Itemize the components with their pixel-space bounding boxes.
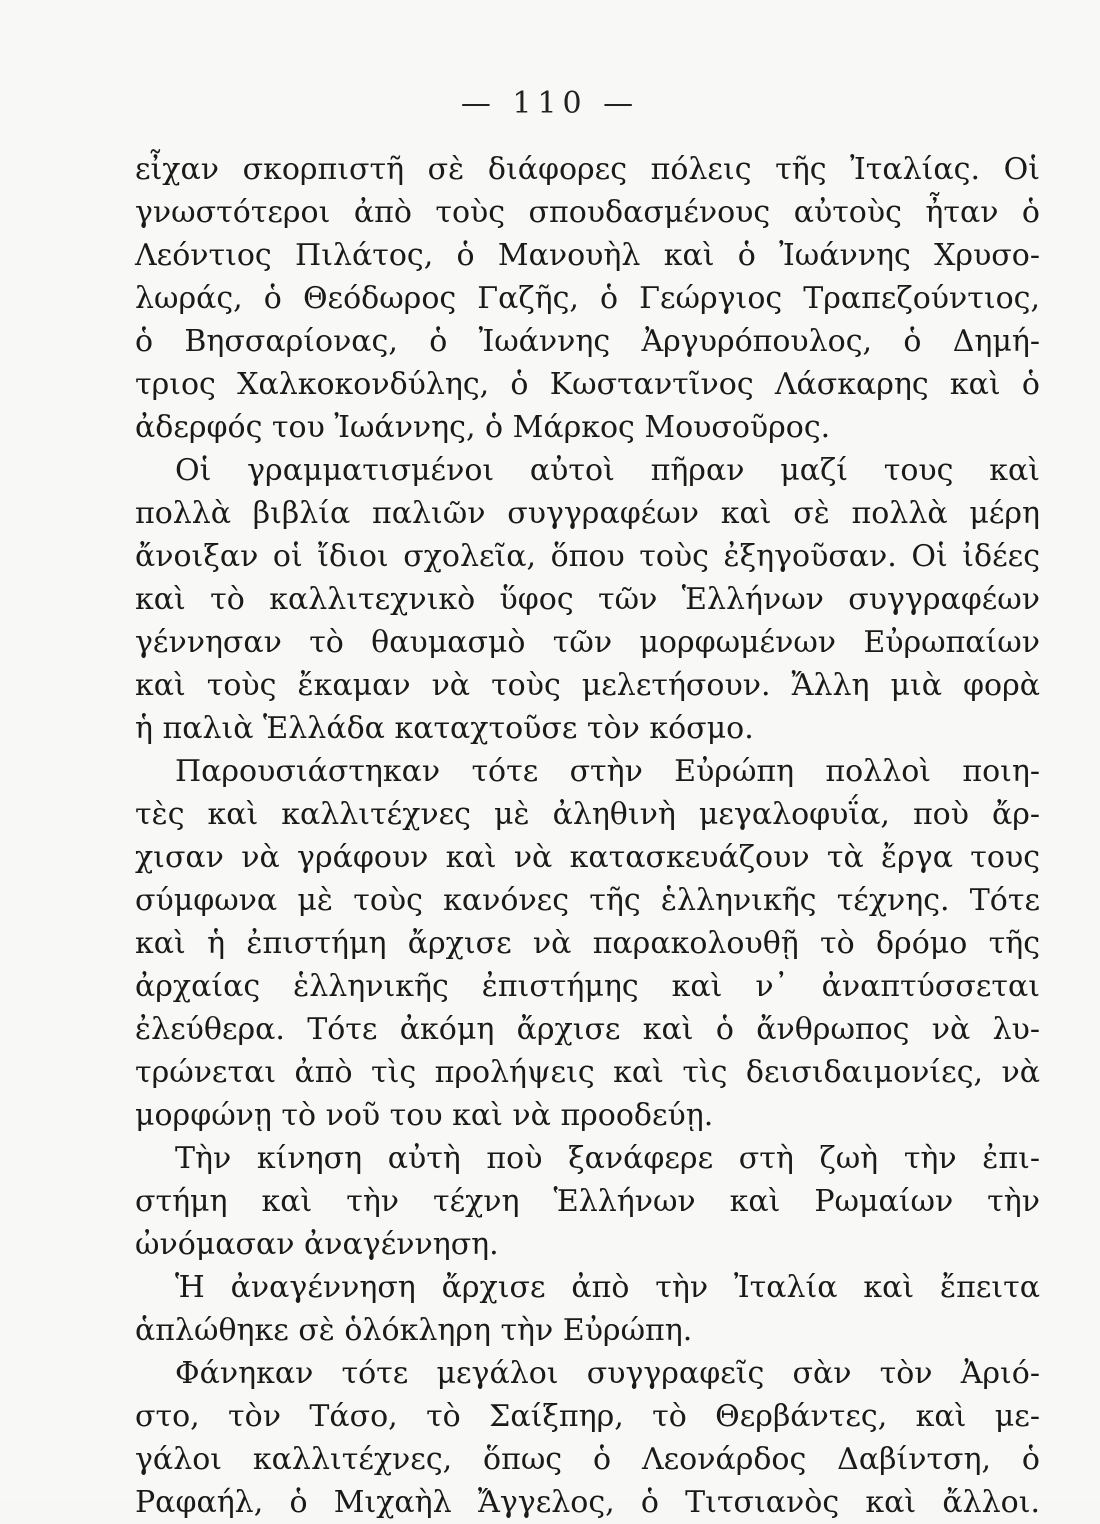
text-line: στήμη καὶ τὴν τέχνη Ἑλλήνων καὶ Ρωμαίων τὴν xyxy=(135,1184,1040,1219)
text-line: χισαν νὰ γράφουν καὶ νὰ κατασκευάζουν τὰ ἔργα τους xyxy=(135,840,1040,875)
text-line: Οἱ γραμματισμένοι αὐτοὶ πῆραν μαζί τους καὶ xyxy=(175,453,1040,488)
text-line: μορφώνῃ τὸ νοῦ του καὶ νὰ προοδεύῃ. xyxy=(135,1098,714,1133)
text-line: Ραφαήλ, ὁ Μιχαὴλ Ἄγγελος, ὁ Τιτσιανὸς καὶ ἄλλοι. xyxy=(135,1485,1040,1520)
text-line: λωράς, ὁ Θεόδωρος Γαζῆς, ὁ Γεώργιος Τραπεζούντιος, xyxy=(135,281,1040,316)
text-line: Φάνηκαν τότε μεγάλοι συγγραφεῖς σὰν τὸν Ἀριό- xyxy=(175,1356,1040,1391)
text-line: στο, τὸν Τάσο, τὸ Σαίξπηρ, τὸ Θερβάντες, καὶ με- xyxy=(135,1399,1040,1434)
page-number: — 110 — xyxy=(460,86,640,121)
text-line: ἡ παλιὰ Ἑλλάδα καταχτοῦσε τὸν κόσμο. xyxy=(135,711,754,746)
text-line: τριος Χαλκοκονδύλης, ὁ Κωσταντῖνος Λάσκαρης καὶ ὁ xyxy=(135,367,1040,402)
text-line: γάλοι καλλιτέχνες, ὅπως ὁ Λεονάρδος Δαβίντση, ὁ xyxy=(135,1442,1040,1477)
text-line: σύμφωνα μὲ τοὺς κανόνες τῆς ἑλληνικῆς τέχνης. Τότε xyxy=(135,883,1040,918)
text-line: τὲς καὶ καλλιτέχνες μὲ ἀληθινὴ μεγαλοφυΐα, ποὺ ἄρ- xyxy=(135,797,1040,832)
text-line: ἐλεύθερα. Τότε ἀκόμη ἄρχισε καὶ ὁ ἄνθρωπος νὰ λυ- xyxy=(135,1012,1040,1047)
text-line: γέννησαν τὸ θαυμασμὸ τῶν μορφωμένων Εὐρωπαίων xyxy=(135,625,1040,660)
text-line: ἀρχαίας ἑλληνικῆς ἐπιστήμης καὶ ν᾽ ἀναπτύσσεται xyxy=(135,969,1040,1004)
text-line: ἀδερφός του Ἰωάννης, ὁ Μάρκος Μουσοῦρος. xyxy=(135,410,831,445)
text-line: ὁ Βησσαρίονας, ὁ Ἰωάννης Ἀργυρόπουλος, ὁ Δημή- xyxy=(135,324,1040,359)
text-line: ἄνοιξαν οἱ ἴδιοι σχολεῖα, ὅπου τοὺς ἐξηγοῦσαν. Οἱ ἰδέες xyxy=(135,539,1040,574)
text-line: ὠνόμασαν ἀναγέννηση. xyxy=(135,1227,499,1262)
text-line: καὶ τοὺς ἔκαμαν νὰ τοὺς μελετήσουν. Ἄλλη μιὰ φορὰ xyxy=(135,668,1040,703)
text-line: Λεόντιος Πιλάτος, ὁ Μανουὴλ καὶ ὁ Ἰωάννης Χρυσο- xyxy=(135,238,1040,273)
text-line: καὶ ἡ ἐπιστήμη ἄρχισε νὰ παρακολουθῇ τὸ δρόμο τῆς xyxy=(135,926,1040,961)
text-line: καὶ τὸ καλλιτεχνικὸ ὕφος τῶν Ἑλλήνων συγγραφέων xyxy=(135,582,1040,617)
text-line: τρώνεται ἀπὸ τὶς προλήψεις καὶ τὶς δεισιδαιμονίες, νὰ xyxy=(135,1055,1040,1090)
text-line: Τὴν κίνηση αὐτὴ ποὺ ξανάφερε στὴ ζωὴ τὴν ἐπι- xyxy=(175,1141,1040,1176)
text-line: ἁπλώθηκε σὲ ὁλόκληρη τὴν Εὐρώπη. xyxy=(135,1313,693,1348)
text-line: Ἡ ἀναγέννηση ἄρχισε ἀπὸ τὴν Ἰταλία καὶ ἔπειτα xyxy=(175,1270,1040,1305)
text-line: Παρουσιάστηκαν τότε στὴν Εὐρώπη πολλοὶ ποιη- xyxy=(175,754,1040,789)
text-line: γνωστότεροι ἀπὸ τοὺς σπουδασμένους αὐτοὺς ἦταν ὁ xyxy=(135,195,1040,230)
body-text xyxy=(135,148,1040,1524)
text-line: πολλὰ βιβλία παλιῶν συγγραφέων καὶ σὲ πολλὰ μέρη xyxy=(135,496,1040,531)
text-line: εἶχαν σκορπιστῆ σὲ διάφορες πόλεις τῆς Ἰταλίας. Οἱ xyxy=(135,152,1040,187)
